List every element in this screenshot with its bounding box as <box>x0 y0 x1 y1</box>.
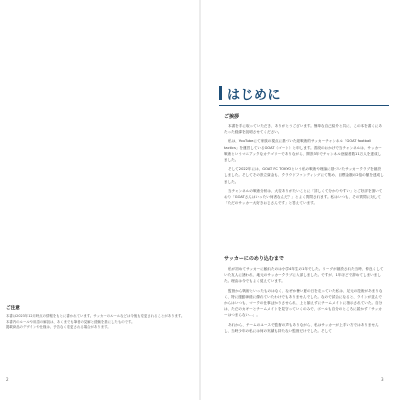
paragraph: 私は、YouTubeにて家族の視点に基づいた総戦術的サッカーチャンネル「GOAT football tactics」を運営しているGOAT（ゴート）と申します。普段のおかげで当チャンネルは、サッカー戦術というマニアックなカテゴリーでありながら、開設3年でチャンネル登録者数11万人を達成しました。 <box>224 139 382 163</box>
book-gutter <box>199 0 201 400</box>
section-heading-greeting: ご挨拶 <box>224 114 240 120</box>
caution-note <box>6 305 192 331</box>
caution-line: 本書は2023年12月時点の情報をもとに書かれています。サッカーのルールなどは今後も変更されることがあります。 <box>6 314 185 318</box>
section-body-background <box>224 266 384 337</box>
paragraph: そして2022年には、GOAT FC TOKYOという私の戦術や理論に基づいたサッカークラブを創設しました。そしてその設立資金も、クラウドファンディングにて集め、目標金額の2倍の額を達成しました。 <box>224 167 384 184</box>
title-accent-bar <box>219 86 222 100</box>
paragraph: 監督から戦術といったものはなく、なぜか暑い夏の日を走っていた私は、足元の技術があまりなく、特に運動神経に優れていたわけでもありませんでした。なので試合になると、ラインが並んでからはいつも、マークの仕事ばかりさせられ、上と揃えずにチームメイトに指示されていた。自分は、ただのカギーとチームメイトを見守っていくのみで、ボールも自分のところに届かず「サッカーはつまらない…」。 <box>224 288 383 318</box>
paragraph: 私が初めてサッカーに触れたのは小学4年生の1年でした。リーグが創設された当時、仲良くしていた友人に誘われ、地元のサッカークラブに入部しました。ですが、1年ほどで辞めてしまいました。理由は今でもよく覚えています。 <box>224 267 384 284</box>
caution-heading: ご注意 <box>6 306 20 311</box>
paragraph: 本書を手に取っていただき、ありがとうございます。簡単な自己紹介と共に、この本を書くにあたった経緯を説明させてください。 <box>224 124 383 135</box>
section-body-greeting <box>224 123 384 209</box>
chapter-title-block <box>219 83 389 103</box>
chapter-title: はじめに <box>227 87 282 103</box>
paragraph: あれから、チームのユースで監督の声もありながら、私はサッカーが上手い方ではありませんし、当時少年の私には何の実績も持たない監督だけでした。そして <box>224 322 379 333</box>
page-number-right: 3 <box>381 377 384 382</box>
caution-line: 本書内のルールや用語の解説は、あくまでも筆者の見解と経験を基にしたものです。 <box>6 319 135 324</box>
caution-line: 掲載商品のデザインや仕様は、予告なく変更される場合があります。 <box>6 325 111 330</box>
title-underline <box>219 105 389 106</box>
page-number-left: 2 <box>6 377 9 382</box>
section-heading-background: サッカーにのめり込むまで <box>224 256 284 262</box>
paragraph: 当チャンネルの戦術分析は、大変ありがたいことに「詳しくて分かりやすい」とご好評を頂いており「GOATさんはいったい何者なんだ？」とよく質問されます。私はいつも、その質問に対して「ただのサッカー大好きおじさんです」と答えています。 <box>224 188 383 206</box>
